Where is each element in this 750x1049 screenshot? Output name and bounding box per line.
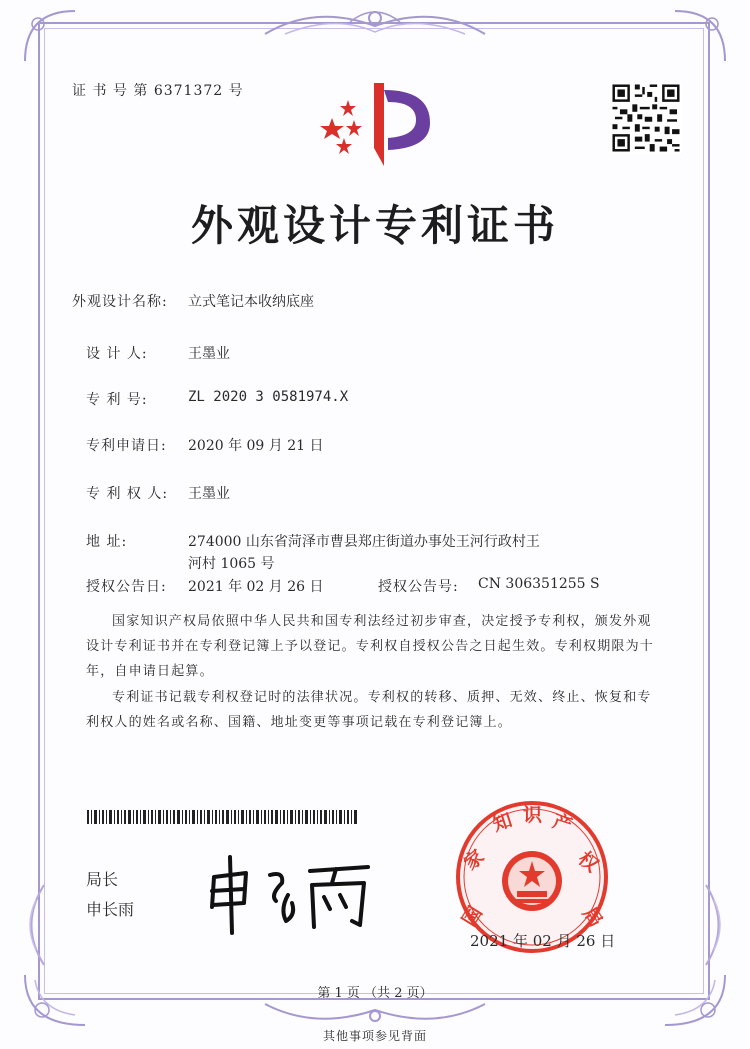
patent-number-value: ZL 2020 3 0581974.X [188, 389, 349, 405]
announcement-number-value: CN 306351255 S [478, 576, 600, 592]
bottom-ornament [255, 1000, 495, 1030]
director-title: 局长 [86, 870, 119, 889]
designer-value: 王墨业 [188, 346, 230, 362]
body-paragraph-2-line-1: 专利证书记载专利权登记时的法律状况。专利权的转移、质押、无效、终止、恢复和专 [112, 690, 652, 705]
handwritten-signature-icon [200, 845, 385, 940]
patent-number-label: 专 利 号: [86, 392, 148, 408]
certificate-number-label: 证 书 号 第 [72, 83, 154, 99]
body-paragraph-1-line-1: 国家知识产权局依照中华人民共和国专利法经过初步审查，决定授予专利权，颁发外观 [112, 614, 652, 629]
address-label: 地 址: [86, 534, 128, 550]
filing-date-label: 专利申请日: [86, 438, 167, 454]
design-name-label: 外观设计名称: [72, 294, 168, 310]
address-line-1: 274000 山东省菏泽市曹县郑庄街道办事处王河行政村王 [188, 534, 540, 550]
certificate-number-value: 6371372 [153, 83, 224, 99]
body-paragraph-1-line-2: 设计专利证书并在专利登记簿上予以登记。专利权自授权公告之日起生效。专利权期限为十 [86, 639, 655, 654]
filing-date-value: 2020 年 09 月 21 日 [188, 438, 324, 454]
svg-text:国: 国 [458, 902, 487, 931]
announcement-number-label: 授权公告号: [378, 579, 459, 595]
announcement-date-label: 授权公告日: [86, 579, 167, 595]
svg-text:产: 产 [549, 810, 575, 837]
svg-text:识: 识 [523, 804, 543, 826]
corner-ornament-top-right [670, 6, 730, 66]
side-ornament-left [14, 880, 54, 970]
side-ornament-right [696, 880, 736, 970]
certificate-number [72, 80, 244, 100]
svg-text:局: 局 [577, 903, 607, 932]
page-number: 第 1 页 （共 2 页） [317, 986, 433, 1001]
footer-note: 其他事项参见背面 [322, 1029, 427, 1043]
designer-label: 设 计 人: [86, 346, 148, 362]
barcode-icon [87, 810, 359, 824]
announcement-date-value: 2021 年 02 月 26 日 [188, 579, 324, 595]
top-ornament [255, 4, 495, 44]
cnipa-logo-icon [318, 78, 436, 170]
patentee-value: 王墨业 [188, 486, 230, 502]
director-name: 申长雨 [86, 900, 135, 919]
svg-text:家: 家 [459, 845, 489, 875]
seal-date: 2021 年 02 月 26 日 [470, 932, 616, 950]
qr-code-icon [610, 82, 682, 154]
address-line-2: 河村 1065 号 [188, 556, 275, 572]
certificate-number-suffix: 号 [223, 83, 244, 99]
patentee-label: 专 利 权 人: [86, 486, 169, 502]
certificate-title: 外观设计专利证书 [190, 201, 559, 250]
svg-text:知: 知 [489, 809, 515, 836]
body-paragraph-1-line-3: 年，自申请日起算。 [86, 664, 214, 679]
svg-text:权: 权 [573, 847, 603, 877]
design-name-value: 立式笔记本收纳底座 [188, 294, 314, 310]
body-paragraph-2-line-2: 利权人的姓名或名称、国籍、地址变更等事项记载在专利登记簿上。 [86, 715, 513, 730]
corner-ornament-top-left [20, 6, 80, 66]
